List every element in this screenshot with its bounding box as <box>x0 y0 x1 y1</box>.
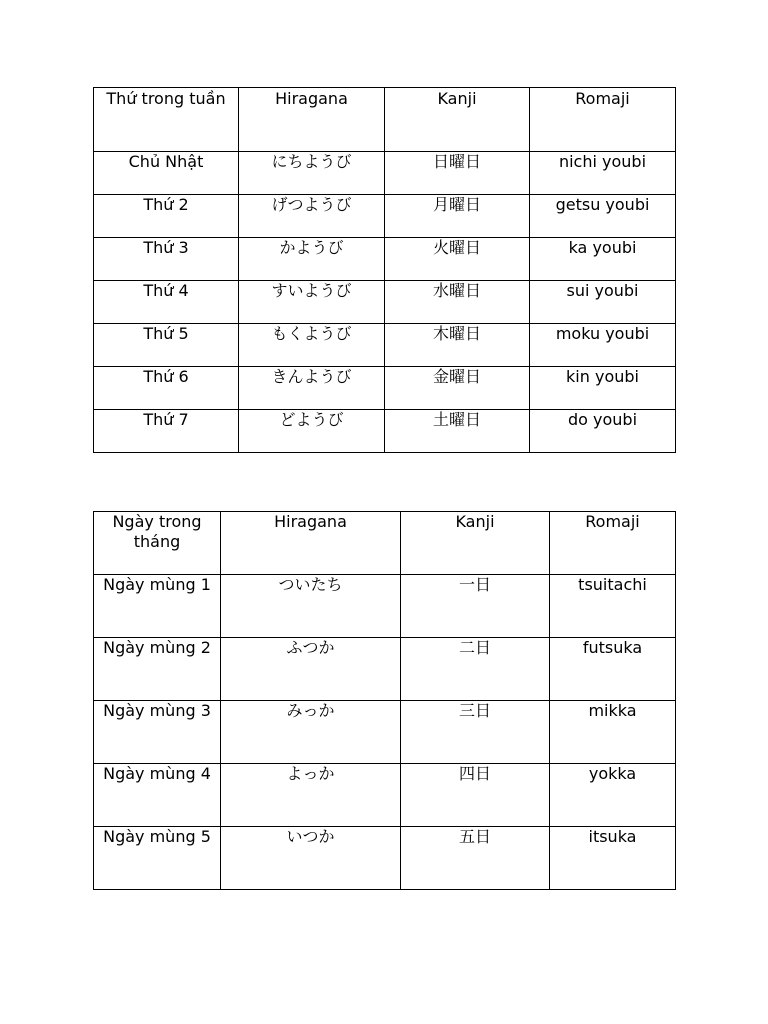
hiragana-cell: よっか <box>221 764 401 827</box>
table-row <box>94 410 676 453</box>
header-cell-kanji: Kanji <box>385 88 530 152</box>
hiragana-cell: すいようび <box>239 281 385 324</box>
romaji-cell: yokka <box>550 764 676 827</box>
header-cell-day: Thứ trong tuần <box>94 88 239 152</box>
kanji-cell: 五日 <box>401 827 550 890</box>
day-cell: Thứ 4 <box>94 281 239 324</box>
day-cell: Thứ 2 <box>94 195 239 238</box>
kanji-cell: 一日 <box>401 575 550 638</box>
table-row <box>94 764 676 827</box>
header-cell-day: Ngày trong tháng <box>94 512 221 575</box>
table-row <box>94 324 676 367</box>
weekday-table <box>93 87 676 453</box>
table-row <box>94 367 676 410</box>
romaji-cell: sui youbi <box>530 281 676 324</box>
header-cell-kanji: Kanji <box>401 512 550 575</box>
hiragana-cell: にちようび <box>239 152 385 195</box>
kanji-cell: 木曜日 <box>385 324 530 367</box>
kanji-cell: 月曜日 <box>385 195 530 238</box>
table-row <box>94 152 676 195</box>
header-cell-romaji: Romaji <box>530 88 676 152</box>
romaji-cell: moku youbi <box>530 324 676 367</box>
kanji-cell: 四日 <box>401 764 550 827</box>
table-header-row <box>94 512 676 575</box>
day-cell: Thứ 3 <box>94 238 239 281</box>
header-cell-romaji: Romaji <box>550 512 676 575</box>
day-of-month-table <box>93 511 676 890</box>
kanji-cell: 水曜日 <box>385 281 530 324</box>
day-cell: Chủ Nhật <box>94 152 239 195</box>
romaji-cell: do youbi <box>530 410 676 453</box>
kanji-cell: 火曜日 <box>385 238 530 281</box>
day-cell: Thứ 6 <box>94 367 239 410</box>
day-cell: Ngày mùng 5 <box>94 827 221 890</box>
romaji-cell: futsuka <box>550 638 676 701</box>
day-cell: Ngày mùng 4 <box>94 764 221 827</box>
day-cell: Ngày mùng 3 <box>94 701 221 764</box>
table-row <box>94 281 676 324</box>
table-row <box>94 195 676 238</box>
romaji-cell: tsuitachi <box>550 575 676 638</box>
hiragana-cell: きんようび <box>239 367 385 410</box>
header-cell-hiragana: Hiragana <box>221 512 401 575</box>
table-row <box>94 575 676 638</box>
kanji-cell: 二日 <box>401 638 550 701</box>
hiragana-cell: ふつか <box>221 638 401 701</box>
kanji-cell: 金曜日 <box>385 367 530 410</box>
romaji-cell: ka youbi <box>530 238 676 281</box>
table-row <box>94 638 676 701</box>
day-cell: Ngày mùng 2 <box>94 638 221 701</box>
romaji-cell: kin youbi <box>530 367 676 410</box>
table-header-row <box>94 88 676 152</box>
romaji-cell: getsu youbi <box>530 195 676 238</box>
day-cell: Thứ 7 <box>94 410 239 453</box>
hiragana-cell: もくようび <box>239 324 385 367</box>
header-cell-hiragana: Hiragana <box>239 88 385 152</box>
kanji-cell: 日曜日 <box>385 152 530 195</box>
romaji-cell: itsuka <box>550 827 676 890</box>
table-row <box>94 238 676 281</box>
hiragana-cell: いつか <box>221 827 401 890</box>
hiragana-cell: どようび <box>239 410 385 453</box>
kanji-cell: 土曜日 <box>385 410 530 453</box>
romaji-cell: mikka <box>550 701 676 764</box>
table-row <box>94 827 676 890</box>
day-cell: Thứ 5 <box>94 324 239 367</box>
hiragana-cell: かようび <box>239 238 385 281</box>
kanji-cell: 三日 <box>401 701 550 764</box>
hiragana-cell: げつようび <box>239 195 385 238</box>
table-row <box>94 701 676 764</box>
day-cell: Ngày mùng 1 <box>94 575 221 638</box>
hiragana-cell: ついたち <box>221 575 401 638</box>
romaji-cell: nichi youbi <box>530 152 676 195</box>
hiragana-cell: みっか <box>221 701 401 764</box>
